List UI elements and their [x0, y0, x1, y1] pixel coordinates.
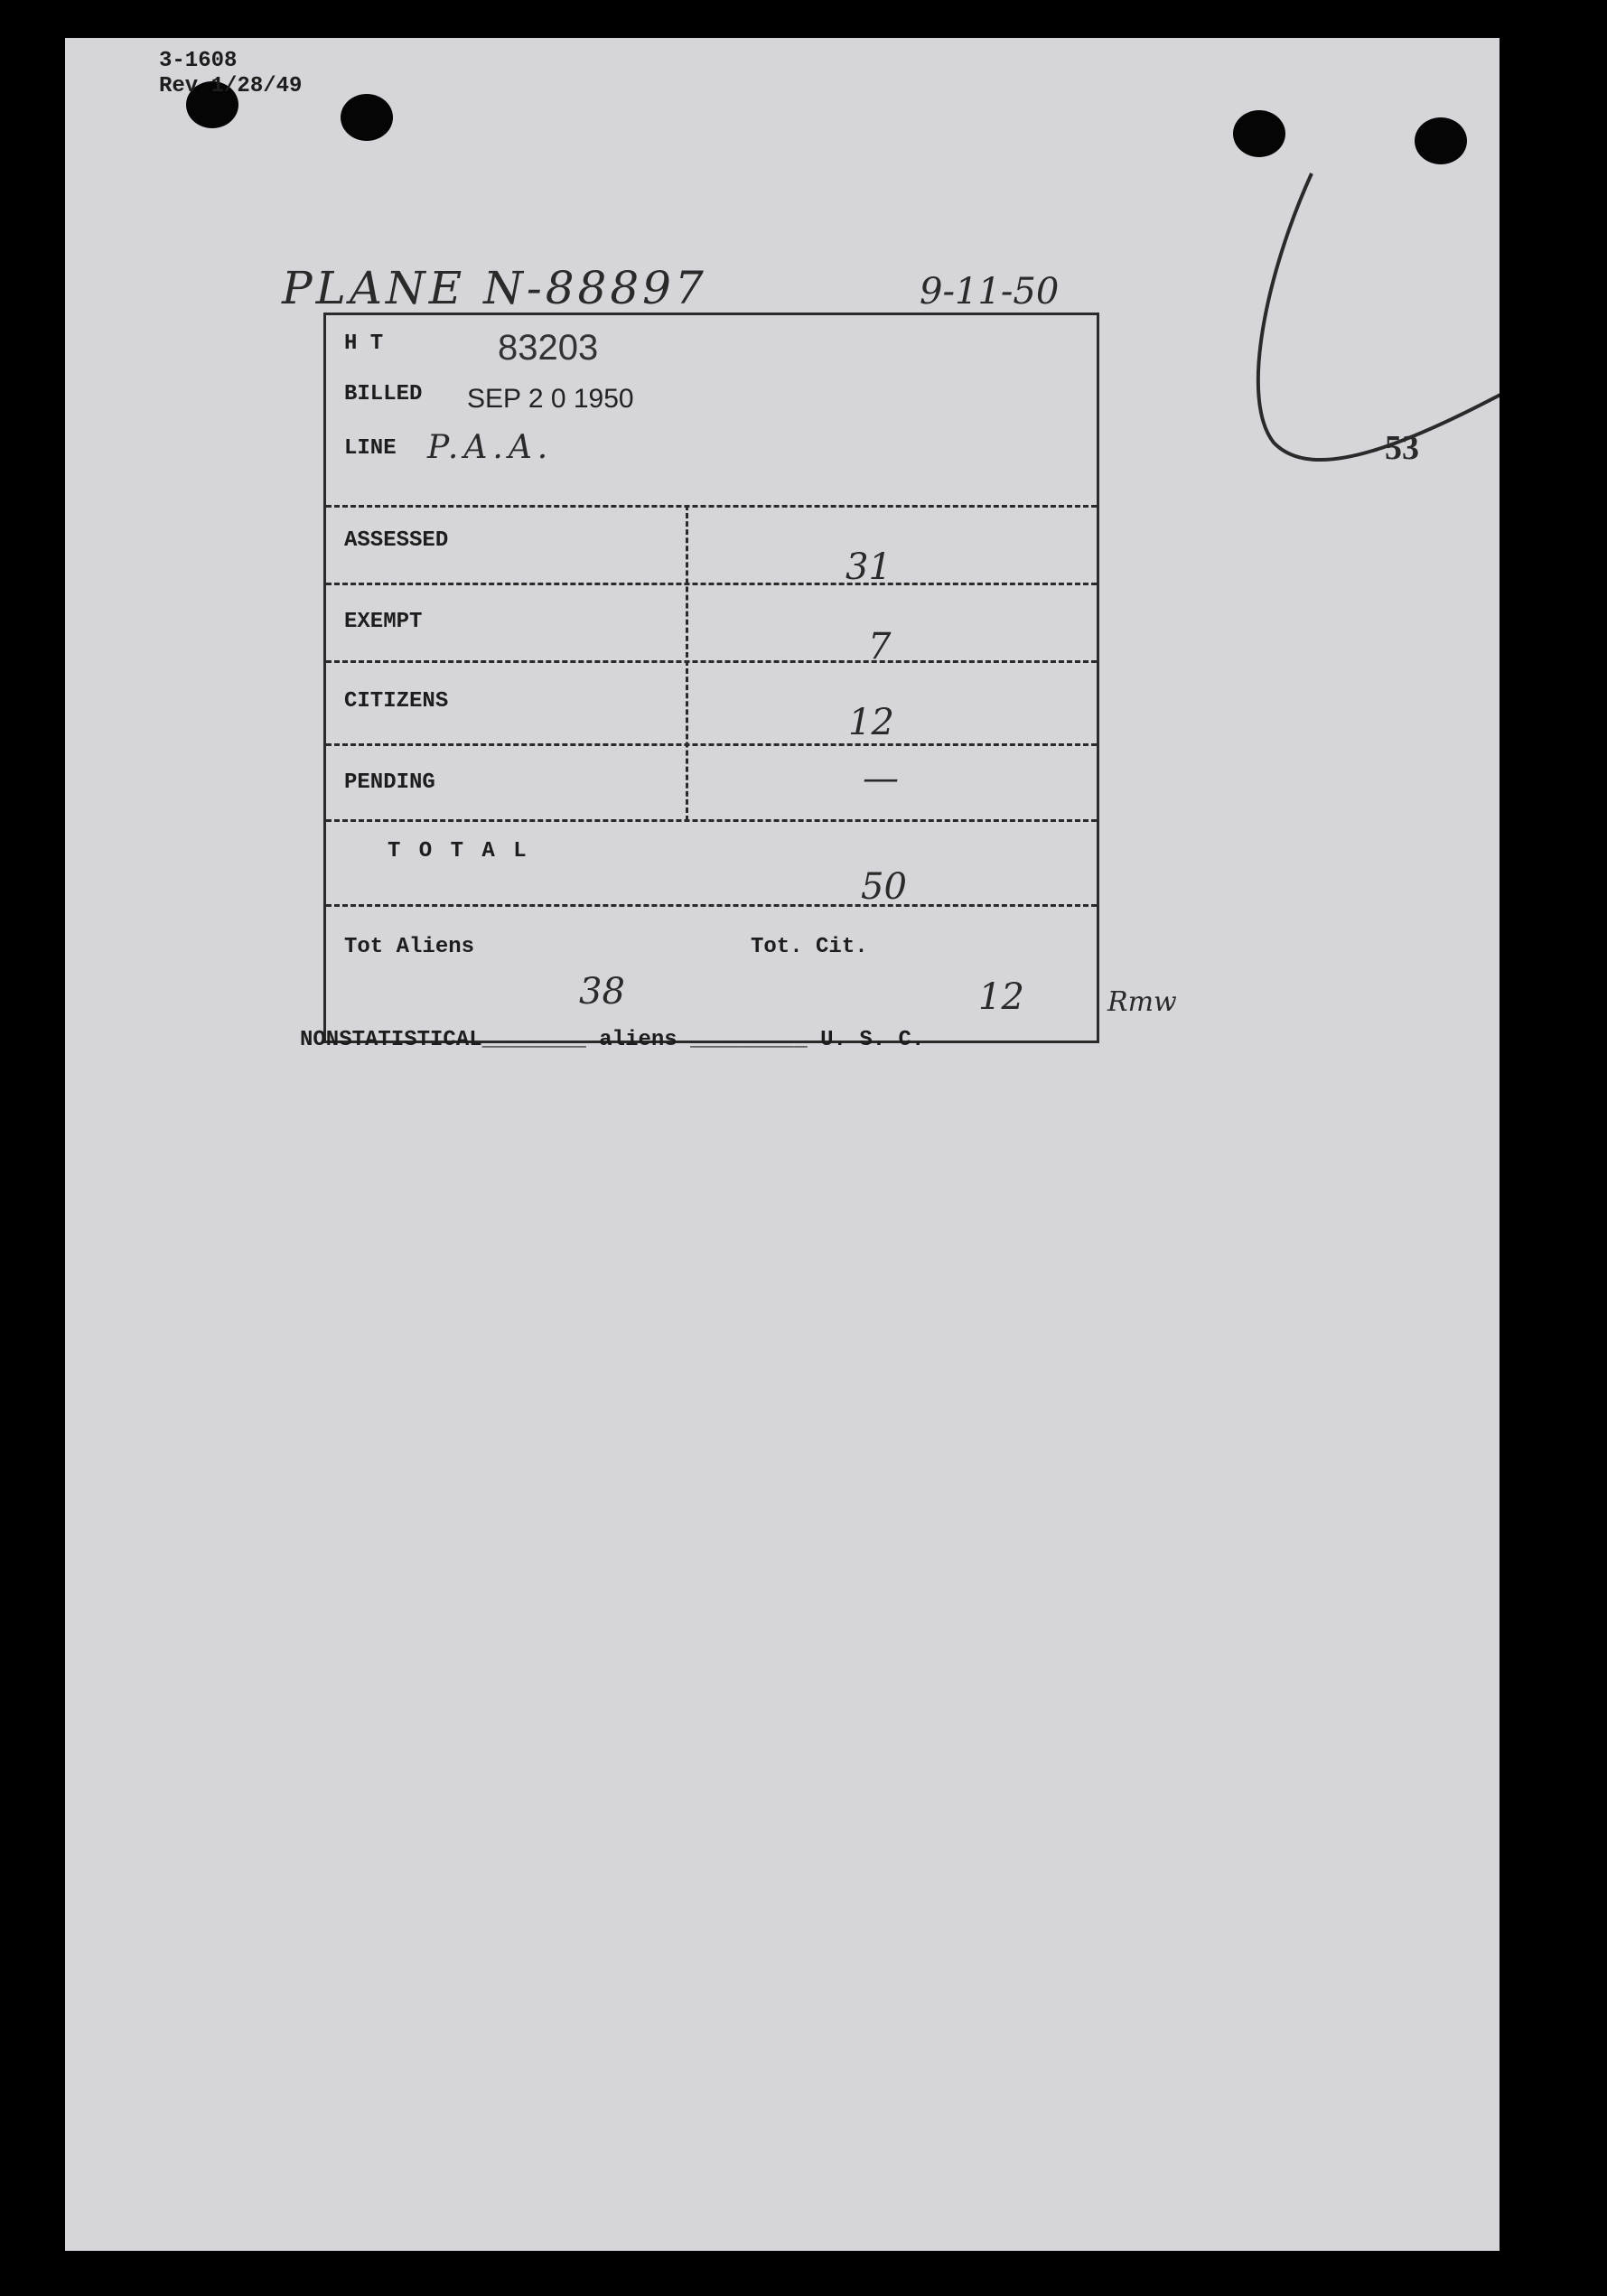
- header-divider: [326, 505, 1097, 508]
- nonstat-usc: U. S. C.: [820, 1028, 925, 1052]
- row-divider: [326, 819, 1097, 822]
- row-divider: [326, 743, 1097, 746]
- tot-aliens-value: 38: [579, 971, 625, 1013]
- manifest-form: [323, 313, 1099, 1043]
- row-value-pending: —: [863, 758, 899, 799]
- line-value: P.A.A.: [427, 429, 554, 466]
- nonstat-label: NONSTATISTICAL: [300, 1028, 482, 1052]
- row-value-assessed: 31: [846, 546, 892, 588]
- row-label-assessed: ASSESSED: [344, 528, 449, 553]
- billed-stamp: SEP 2 0 1950: [467, 384, 634, 414]
- total-value: 50: [861, 866, 907, 908]
- plane-number: PLANE N-88897: [282, 262, 707, 314]
- total-label: T O T A L: [388, 839, 529, 863]
- page-number: 53: [1385, 429, 1419, 467]
- row-value-citizens: 12: [848, 702, 894, 743]
- row-label-pending: PENDING: [344, 770, 435, 795]
- form-number: 3-1608: [159, 49, 238, 73]
- check-mark-stroke: [1104, 128, 1500, 508]
- line-label: LINE: [344, 436, 397, 461]
- row-divider: [326, 583, 1097, 585]
- tot-aliens-label: Tot Aliens: [344, 935, 475, 959]
- row-value-exempt: 7: [868, 626, 892, 667]
- initials: Rmw: [1107, 986, 1177, 1018]
- ht-label: H T: [344, 331, 384, 356]
- ht-value: 83203: [498, 328, 599, 368]
- nonstat-aliens: aliens: [599, 1028, 677, 1052]
- row-divider: [326, 660, 1097, 663]
- handwritten-date: 9-11-50: [920, 271, 1060, 313]
- nonstat-blank-1: ________: [481, 1028, 586, 1052]
- document-page: [65, 38, 1500, 2251]
- row-label-citizens: CITIZENS: [344, 689, 449, 714]
- punch-hole-left-2: [341, 94, 393, 141]
- column-divider: [686, 505, 688, 821]
- total-divider: [326, 904, 1097, 907]
- tot-cit-label: Tot. Cit.: [751, 935, 868, 959]
- nonstatistical-line: [300, 1028, 924, 1052]
- billed-label: BILLED: [344, 382, 423, 406]
- row-label-exempt: EXEMPT: [344, 610, 423, 634]
- tot-cit-value: 12: [978, 976, 1024, 1018]
- nonstat-blank-2: _________: [690, 1028, 808, 1052]
- form-revision: Rev 1/28/49: [159, 74, 303, 98]
